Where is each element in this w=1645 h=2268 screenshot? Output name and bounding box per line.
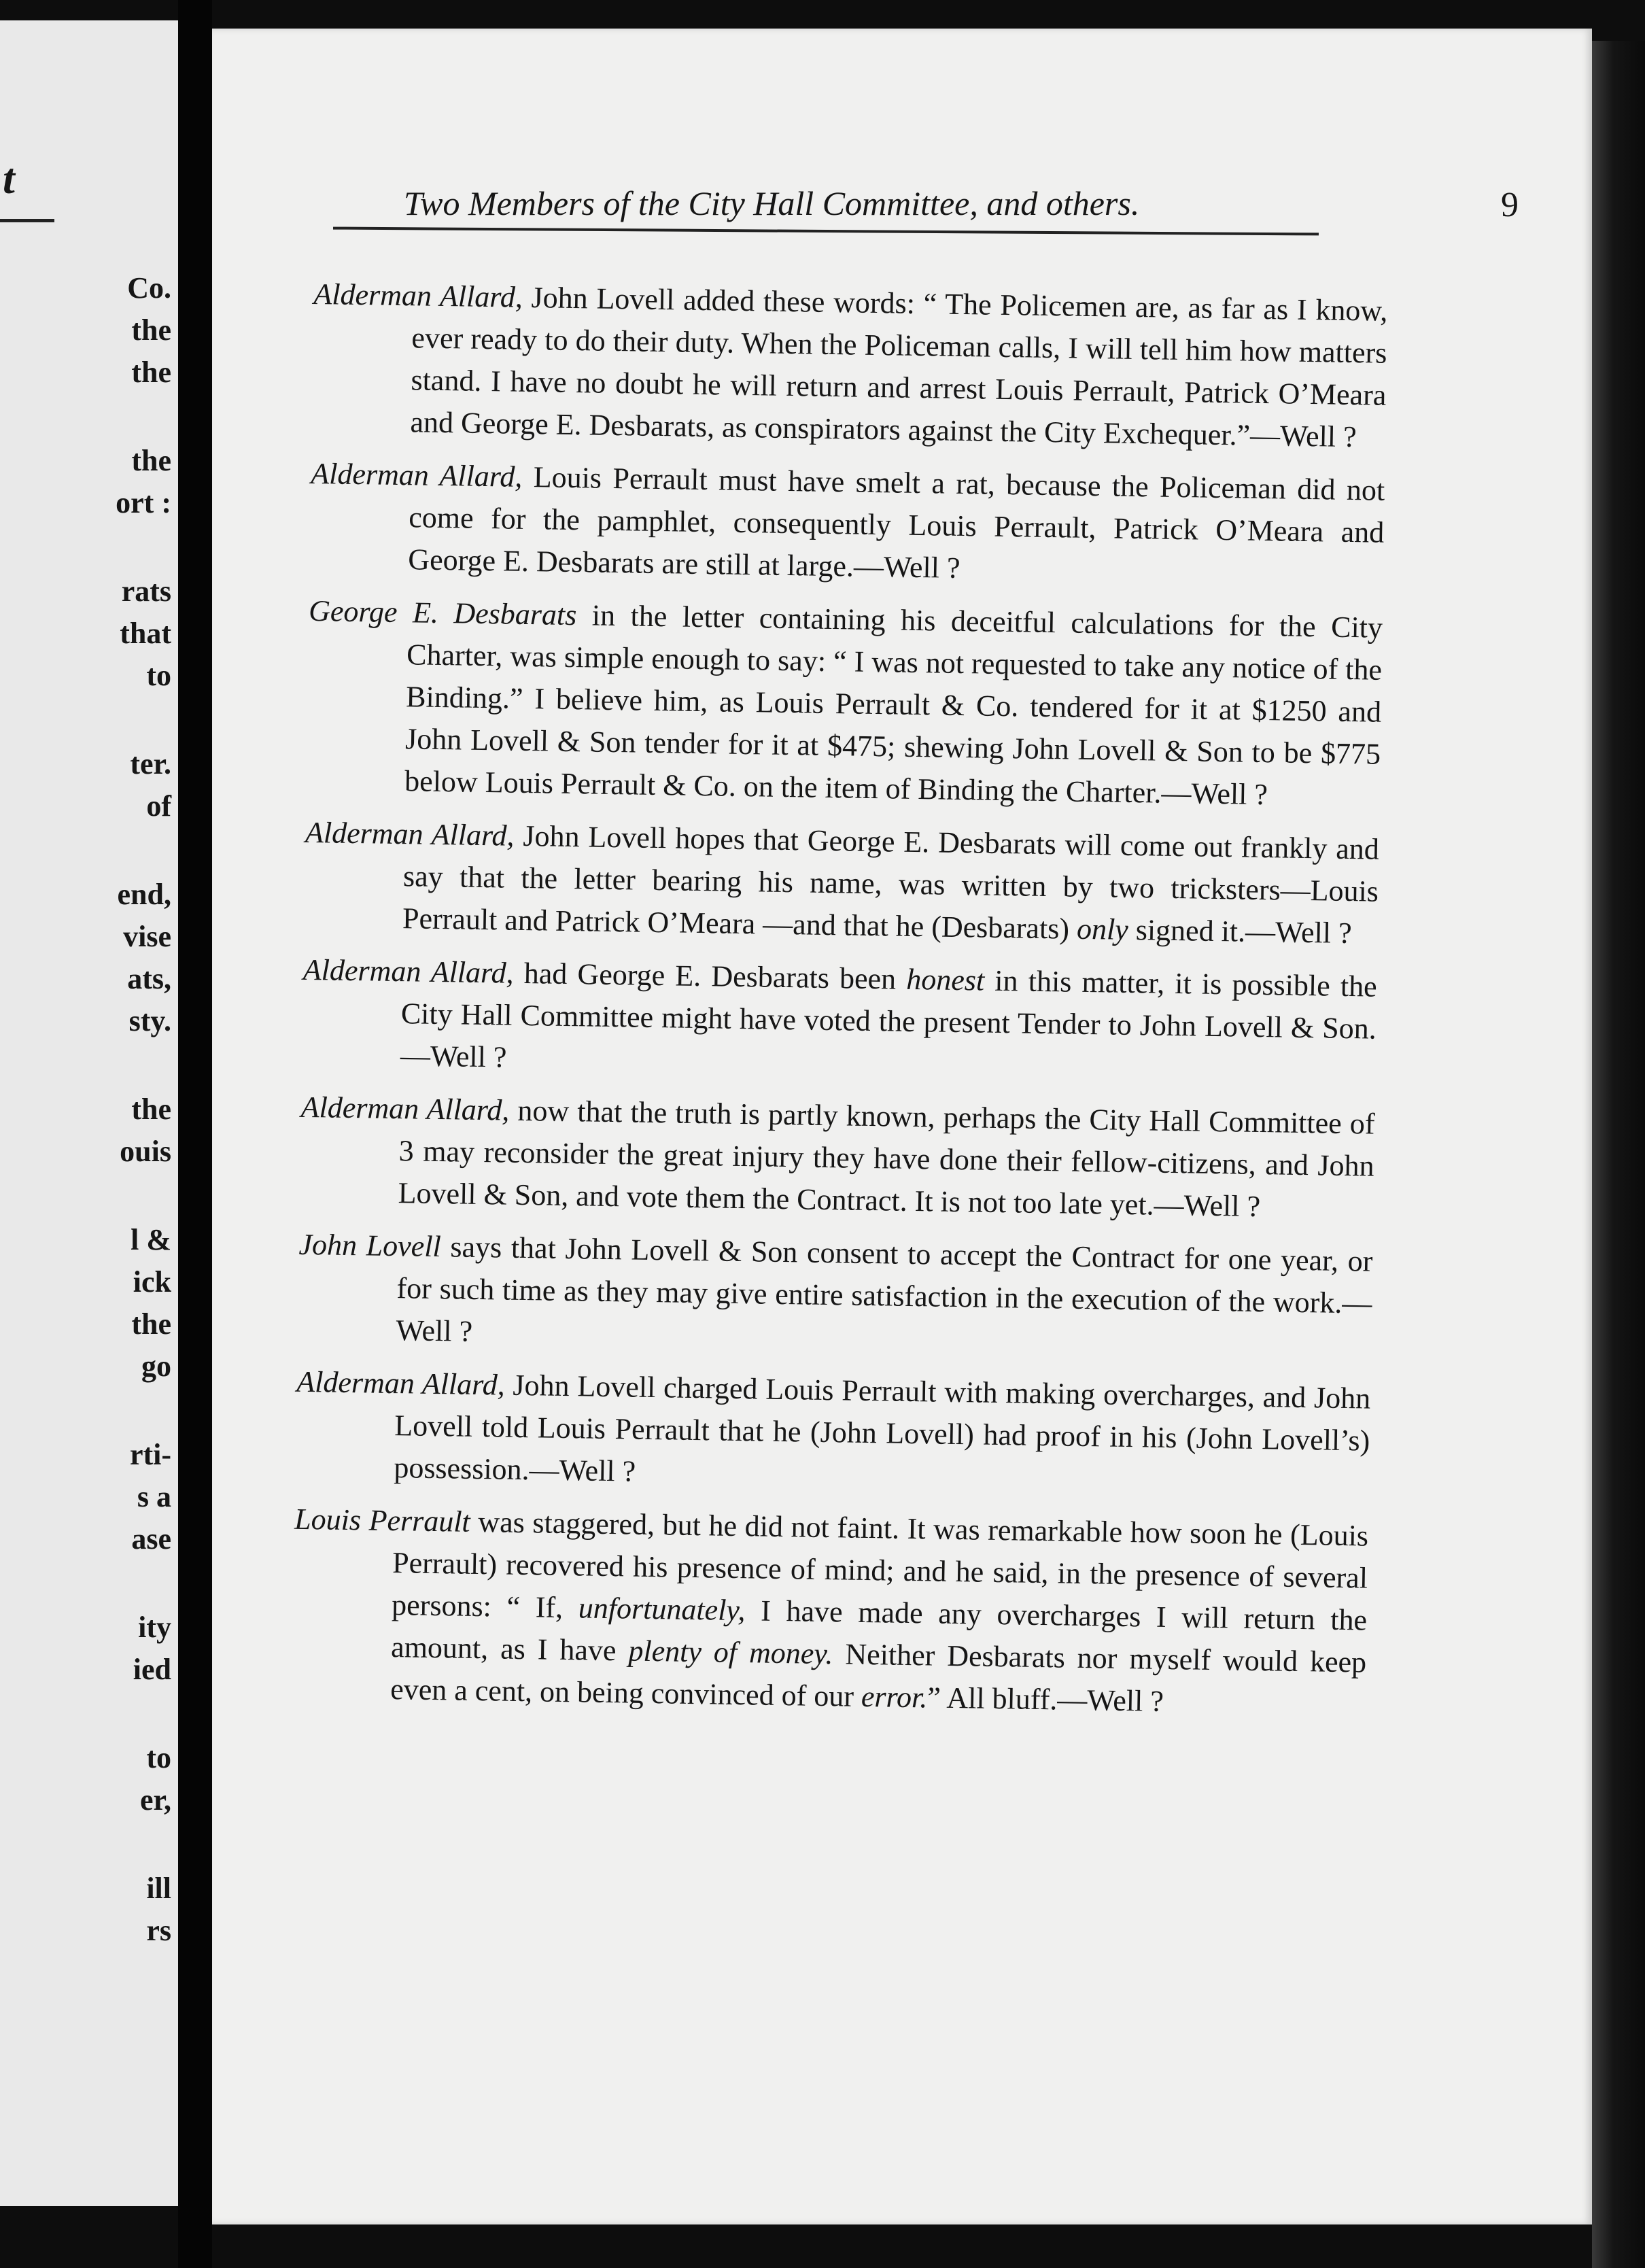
left-page-fragment: rs <box>146 1914 171 1947</box>
left-page-fragment: rats <box>121 574 171 608</box>
paragraph <box>304 812 1380 955</box>
speaker-name: Alderman Allard, <box>296 1364 506 1402</box>
speaker-name: George E. Desbarats <box>308 594 577 632</box>
left-page-fragment: the <box>131 313 171 347</box>
left-page-fragment: ill <box>146 1872 171 1905</box>
left-page-fragment: ick <box>133 1265 171 1299</box>
paragraph-text: in this matter, it is possible the City Hall Committee might have voted the present Tender to John Lovell & Son.—Well ? <box>400 963 1378 1074</box>
emphasis-text: honest <box>905 962 985 997</box>
running-head-title: Two Members of the City Hall Committee, and others. <box>404 184 1140 222</box>
paragraph-text: signed it.—Well ? <box>1128 912 1352 950</box>
paragraph <box>295 1361 1371 1505</box>
speaker-name: Alderman Allard, <box>302 952 515 990</box>
left-page-fragment: ity <box>138 1611 171 1644</box>
body-text <box>292 273 1388 1737</box>
left-page-fragment: the <box>131 1093 171 1126</box>
paragraph-text: John Lovell charged Louis Perrault with making overcharges, and John Lovell told Louis Perrault that he (John Lovell) had proof in his (John Lovell’s) possession.—Well ? <box>394 1368 1371 1488</box>
left-page-fragment: l & <box>131 1223 171 1256</box>
paragraph-text: had George E. Desbarats been <box>513 956 907 996</box>
paragraph-text: Louis Perrault must have smelt a rat, because the Policeman did not come for the pamphlet, consequently Louis Perrault, Patrick O’Meara and George E. Desbarats are still at large.—Well ? <box>408 460 1385 585</box>
book-gutter <box>178 0 212 2268</box>
left-page-fragment: Co. <box>127 271 171 305</box>
paragraph-text: Neither Desbarats nor myself would keep even a cent, on being convinced of our <box>389 1637 1367 1713</box>
left-page-fragment: vise <box>123 920 171 953</box>
paragraph-text: ” All bluff.—Well ? <box>927 1681 1164 1718</box>
speaker-name: Alderman Allard, <box>313 277 523 314</box>
emphasis-text: unfortunately, <box>578 1591 746 1628</box>
left-page-fragment: of <box>146 789 171 823</box>
left-facing-page <box>0 20 178 2206</box>
left-page-fragment: ter. <box>130 747 171 780</box>
paragraph <box>301 949 1377 1093</box>
left-page-fragment: the <box>131 444 171 477</box>
header-rule <box>333 227 1319 236</box>
emphasis-text: error. <box>861 1679 928 1715</box>
paragraph-text: I have made any overcharges I will return the amount, as I have <box>390 1594 1368 1668</box>
paragraph-text: was staggered, but he did not faint. It was remarkable how soon he (Louis Perrault) recovered his presence of mind; and he said, in the presence of several persons: “ If, <box>391 1505 1369 1625</box>
left-page-fragment: rti- <box>129 1438 171 1471</box>
emphasis-text: plenty of money. <box>628 1634 833 1671</box>
paragraph <box>299 1086 1375 1230</box>
left-page-fragment: the <box>131 1307 171 1341</box>
left-page-fragment: s a <box>137 1480 171 1513</box>
paragraph <box>311 273 1388 459</box>
page-edge-shadow <box>1592 41 1645 2268</box>
left-page-rule <box>0 219 54 222</box>
page-number: 9 <box>1501 186 1519 224</box>
left-page-fragment: to <box>146 659 171 692</box>
left-page-fragment: ied <box>133 1653 171 1686</box>
speaker-name: Alderman Allard, <box>305 815 515 853</box>
paragraph-text: says that John Lovell & Son consent to accept the Contract for one year, or for such time as they may give entire satisfaction in the execution of the work.—Well ? <box>396 1230 1373 1348</box>
left-page-fragment: ort : <box>116 486 171 519</box>
paragraph <box>297 1224 1373 1367</box>
speaker-name: Alderman Allard, <box>300 1090 510 1127</box>
paragraph <box>306 590 1383 818</box>
speaker-name: John Lovell <box>298 1227 442 1264</box>
paragraph-text: John Lovell hopes that George E. Desbarats will come out frankly and say that the letter bearing his name, was written by two tricksters—Louis Perrault and Patrick O’Meara —and that he (Desbarats) <box>402 819 1380 946</box>
left-page-fragment: the <box>131 356 171 389</box>
left-page-fragment: er, <box>139 1783 171 1817</box>
left-page-fragment: end, <box>117 878 171 911</box>
paragraph-text: now that the truth is partly known, perhaps the City Hall Committee of 3 may reconsider the great injury they have done their fellow-citizens, and John Lovell & Son, and vote them the Contract. It is not too late yet.—Well ? <box>398 1093 1375 1224</box>
paragraph <box>309 453 1385 596</box>
main-page <box>212 29 1592 2224</box>
left-page-fragment: ase <box>131 1522 171 1556</box>
paragraph-text: in the letter containing his deceitful calculations for the City Charter, was simple enough to say: “ I was not requested to take any notice of the Binding.” I believe him, as Louis Perrault & Co. tendered for it at $1250 and John Lovell & Son tender for it at $475; shewing John Lovell & Son to be $775 below Louis Perrault & Co. on the item of Binding the Charter.—Well ? <box>404 598 1383 812</box>
emphasis-text: only <box>1076 912 1129 946</box>
paragraph-text: John Lovell added these words: “ The Policemen are, as far as I know, ever ready to do their duty. When the Policeman calls, I will tell him how matters stand. I have no doubt he will return and arrest Louis Perrault, Patrick O’Meara and George E. Desbarats, as conspirators against the City Exchequer.”—Well ? <box>410 280 1388 454</box>
left-page-header-fragment: t <box>3 154 15 203</box>
speaker-name: Alderman Allard, <box>310 456 523 494</box>
paragraph <box>292 1498 1369 1726</box>
left-page-fragment: ats, <box>127 962 171 995</box>
left-page-fragment: that <box>120 617 171 650</box>
left-page-fragment: sty. <box>128 1004 171 1037</box>
left-page-fragment: ouis <box>120 1135 171 1168</box>
speaker-name: Louis Perrault <box>294 1502 471 1539</box>
left-page-fragment: to <box>146 1741 171 1774</box>
left-page-fragment: go <box>141 1350 171 1383</box>
